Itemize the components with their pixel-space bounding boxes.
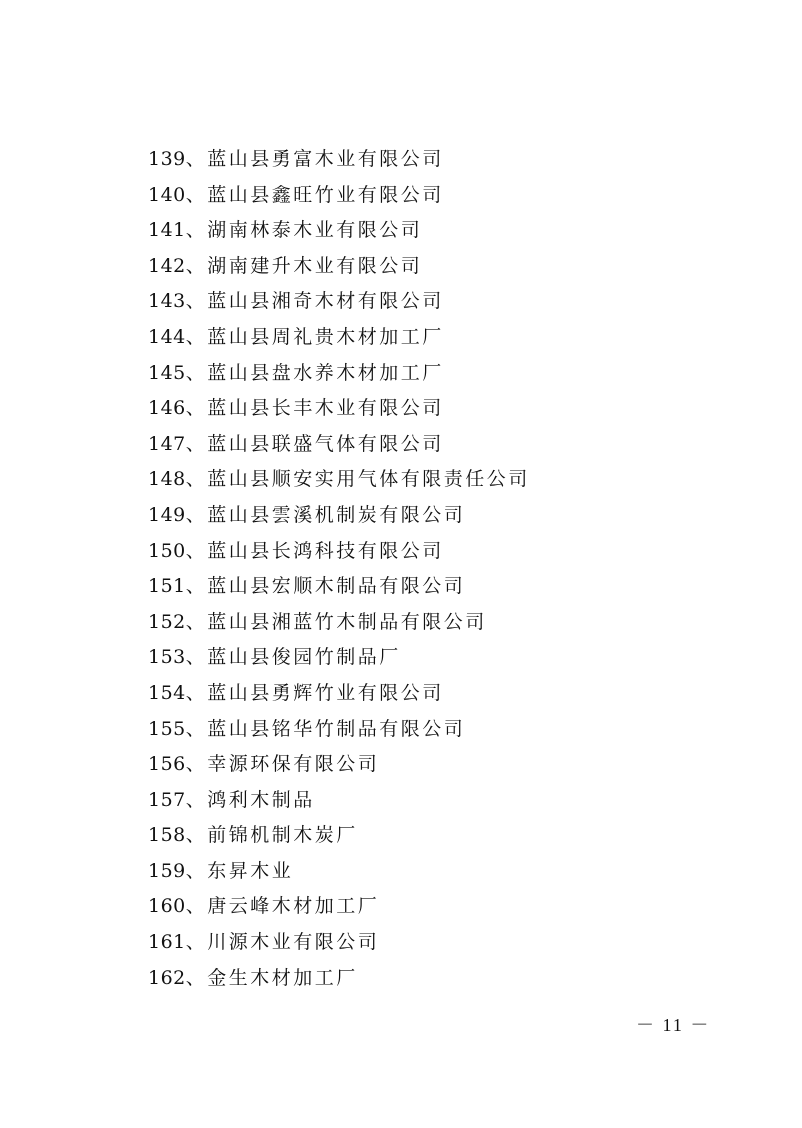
item-number: 157	[148, 788, 186, 811]
company-name: 东昇木业	[207, 859, 294, 882]
item-number: 155	[148, 717, 186, 740]
company-name: 蓝山县勇富木业有限公司	[207, 148, 444, 170]
item-number: 153	[148, 646, 186, 669]
item-number: 149	[148, 503, 186, 526]
company-name: 蓝山县顺安实用气体有限责任公司	[207, 468, 530, 491]
item-separator: 、	[185, 824, 208, 847]
company-name: 湖南林泰木业有限公司	[207, 219, 423, 242]
list-item	[148, 284, 530, 320]
item-separator: 、	[185, 610, 208, 633]
company-name: 蓝山县宏顺木制品有限公司	[207, 575, 466, 598]
item-separator: 、	[185, 503, 208, 526]
item-separator: 、	[185, 575, 208, 598]
item-number: 143	[148, 290, 186, 313]
company-name: 蓝山县周礼贵木材加工厂	[207, 325, 444, 348]
item-separator: 、	[185, 859, 208, 882]
list-item	[148, 569, 530, 605]
list-item	[148, 818, 530, 854]
item-number: 152	[148, 610, 186, 633]
company-list	[148, 142, 530, 996]
company-name: 唐云峰木材加工厂	[207, 895, 380, 918]
item-separator: 、	[185, 432, 208, 455]
item-separator: 、	[185, 468, 208, 491]
company-name: 蓝山县铭华竹制品有限公司	[207, 717, 466, 740]
list-item	[148, 961, 530, 997]
company-name: 蓝山县长丰木业有限公司	[207, 397, 444, 420]
item-separator: 、	[185, 325, 208, 348]
company-name: 川源木业有限公司	[207, 931, 380, 954]
item-separator: 、	[185, 681, 208, 704]
company-name: 蓝山县俊园竹制品厂	[207, 646, 401, 669]
list-item	[148, 854, 530, 890]
item-number: 161	[148, 931, 186, 954]
item-number: 162	[148, 966, 186, 989]
company-name: 蓝山县鑫旺竹业有限公司	[207, 183, 444, 206]
item-separator: 、	[185, 895, 208, 918]
company-name: 湖南建升木业有限公司	[207, 254, 423, 277]
list-item	[148, 249, 530, 285]
item-separator: 、	[185, 753, 208, 776]
item-number: 147	[148, 432, 186, 455]
item-separator: 、	[185, 966, 208, 989]
company-name: 蓝山县湘蓝竹木制品有限公司	[207, 610, 487, 633]
company-name: 前锦机制木炭厂	[207, 824, 358, 847]
list-item	[148, 427, 530, 463]
company-name: 蓝山县雲溪机制炭有限公司	[207, 503, 466, 526]
item-separator: 、	[185, 361, 208, 384]
list-item	[148, 142, 530, 178]
list-item	[148, 391, 530, 427]
list-item	[148, 605, 530, 641]
item-number: 160	[148, 895, 186, 918]
company-name: 蓝山县联盛气体有限公司	[207, 432, 444, 455]
company-name: 金生木材加工厂	[207, 966, 358, 989]
item-separator: 、	[185, 183, 208, 206]
item-number: 156	[148, 753, 186, 776]
item-number: 154	[148, 681, 186, 704]
item-separator: 、	[185, 219, 208, 242]
item-separator: 、	[185, 397, 208, 420]
list-item	[148, 712, 530, 748]
list-item	[148, 925, 530, 961]
item-number: 144	[148, 325, 186, 348]
item-number: 145	[148, 361, 186, 384]
list-item	[148, 534, 530, 570]
list-item	[148, 213, 530, 249]
list-item	[148, 178, 530, 214]
page-number: － 11 －	[636, 1015, 711, 1035]
company-name: 蓝山县盘水养木材加工厂	[207, 361, 444, 384]
item-number: 139	[148, 148, 186, 170]
company-name: 蓝山县勇辉竹业有限公司	[207, 681, 444, 704]
item-number: 148	[148, 468, 186, 491]
item-separator: 、	[185, 788, 208, 811]
item-separator: 、	[185, 717, 208, 740]
list-item	[148, 676, 530, 712]
company-name: 鸿利木制品	[207, 788, 315, 811]
list-item	[148, 747, 530, 783]
item-separator: 、	[185, 290, 208, 313]
item-separator: 、	[185, 646, 208, 669]
item-number: 146	[148, 397, 186, 420]
item-number: 150	[148, 539, 186, 562]
list-item	[148, 640, 530, 676]
item-separator: 、	[185, 148, 208, 170]
item-separator: 、	[185, 254, 208, 277]
item-number: 142	[148, 254, 186, 277]
company-name: 蓝山县长鸿科技有限公司	[207, 539, 444, 562]
item-separator: 、	[185, 539, 208, 562]
item-number: 159	[148, 859, 186, 882]
list-item	[148, 498, 530, 534]
item-number: 158	[148, 824, 186, 847]
item-separator: 、	[185, 931, 208, 954]
list-item	[148, 320, 530, 356]
company-name: 幸源环保有限公司	[207, 753, 380, 776]
list-item	[148, 889, 530, 925]
item-number: 151	[148, 575, 186, 598]
list-item	[148, 783, 530, 819]
list-item	[148, 356, 530, 392]
item-number: 140	[148, 183, 186, 206]
list-item	[148, 462, 530, 498]
item-number: 141	[148, 219, 186, 242]
company-name: 蓝山县湘奇木材有限公司	[207, 290, 444, 313]
